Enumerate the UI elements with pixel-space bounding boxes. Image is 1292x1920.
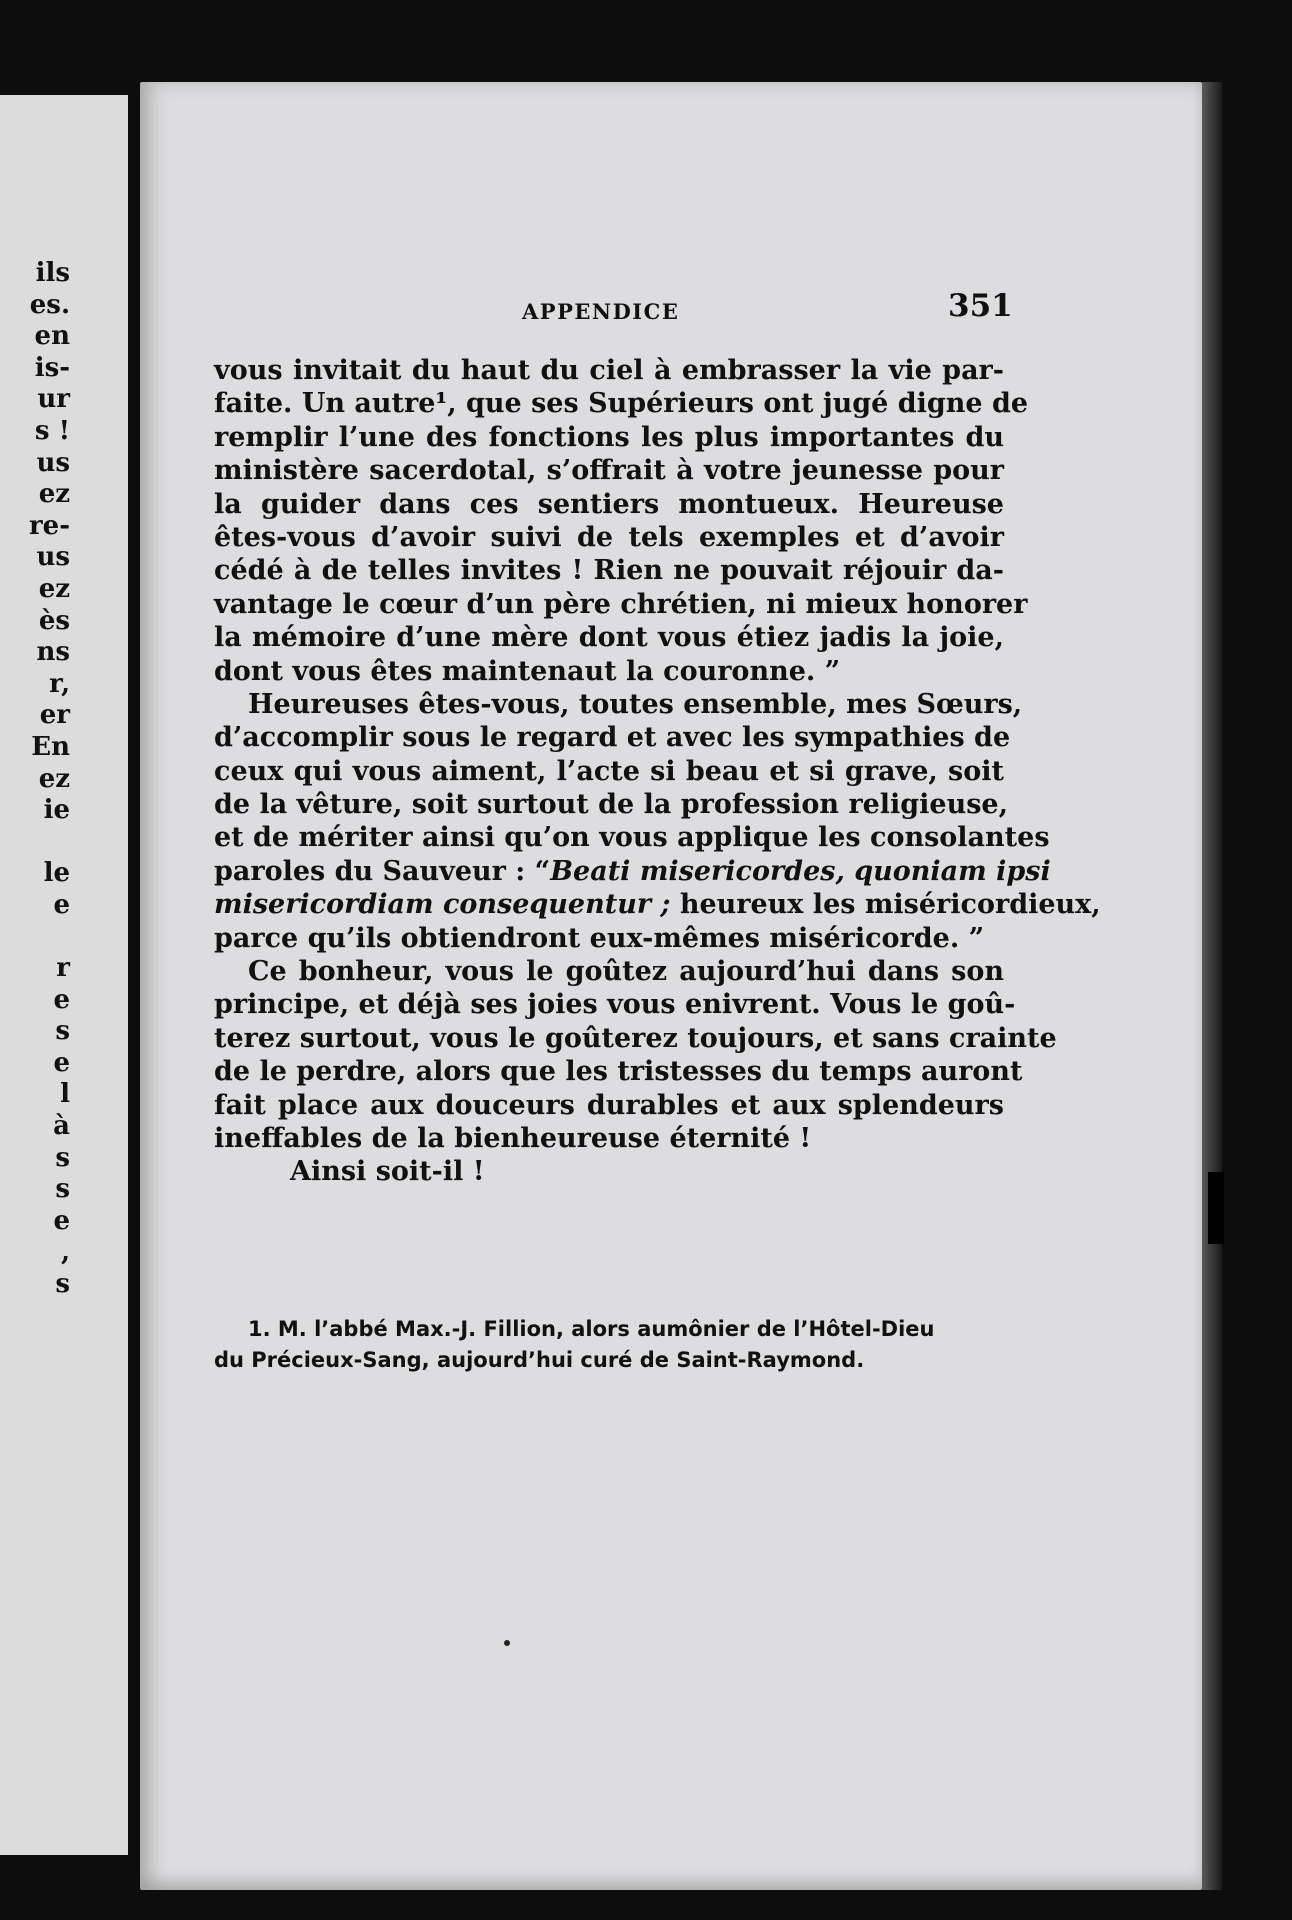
footnote-line: 1. M. l’abbé Max.-J. Fillion, alors aumônier de l’Hôtel-Dieu	[248, 1317, 935, 1341]
text-line: la mémoire d’une mère dont vous étiez jadis la joie,	[214, 622, 1004, 654]
left-line: ils	[35, 258, 70, 288]
text-line: de la vêture, soit surtout de la profession religieuse,	[214, 789, 1009, 821]
left-line: is-	[34, 352, 70, 383]
left-line	[0, 921, 70, 953]
text-line: parce qu’ils obtiendront eux-mêmes miséricorde. ”	[214, 922, 985, 954]
left-line: l	[60, 1079, 70, 1110]
footnote	[214, 1314, 1014, 1376]
text-line: remplir l’une des fonctions les plus importantes du	[214, 421, 1004, 453]
left-line: s	[55, 1269, 70, 1299]
left-line: e	[53, 1205, 70, 1236]
text-line: faite. Un autre¹, que ses Supérieurs ont jugé digne de	[214, 388, 1029, 420]
left-page-text	[0, 258, 70, 1301]
running-head: APPENDICE	[522, 299, 680, 324]
left-line: er	[39, 700, 70, 731]
left-line: s	[55, 1142, 70, 1173]
left-line: s	[55, 1016, 70, 1047]
page-edge	[1202, 82, 1222, 1890]
left-line: us	[36, 447, 70, 478]
left-line: ès	[38, 605, 70, 636]
left-line: ns	[36, 637, 70, 668]
left-line: e	[53, 984, 70, 1015]
text-line: Heureuses êtes-vous, toutes ensemble, mes Sœurs,	[248, 688, 1023, 720]
text-line: terez surtout, vous le goûterez toujours, et sans crainte	[214, 1022, 1057, 1054]
left-line	[0, 827, 70, 859]
footnote-line: du Précieux-Sang, aujourd’hui curé de Saint-Raymond.	[214, 1348, 865, 1372]
text-line-misericordiam	[214, 888, 1101, 921]
left-line: ,	[60, 1237, 70, 1268]
left-line: à	[53, 1111, 70, 1142]
text-line: vous invitait du haut du ciel à embrasser la vie par-	[214, 355, 1004, 386]
left-line: r	[56, 953, 70, 984]
left-line: ie	[43, 795, 70, 826]
text-line: fait place aux douceurs durables et aux splendeurs	[214, 1089, 1004, 1121]
text-line-paroles	[214, 855, 1051, 888]
left-line: r,	[49, 668, 70, 699]
latin-quote: Beati misericordes, quoniam ipsi	[550, 855, 1051, 887]
text-line: êtes-vous d’avoir suivi de tels exemples et d’avoir	[214, 521, 1004, 553]
left-line: ez	[38, 573, 70, 604]
left-line: re-	[28, 510, 70, 541]
text-segment: paroles du Sauveur : “	[214, 855, 551, 887]
text-line: ceux qui vous aiment, l’acte si beau et si grave, soit	[214, 755, 1004, 787]
book-page	[140, 82, 1202, 1890]
left-line: ur	[37, 384, 70, 415]
page-edge-mark	[1208, 1172, 1224, 1244]
text-line: ineffables de la bienheureuse éternité !	[214, 1122, 812, 1154]
text-line: Ce bonheur, vous le goûtez aujourd’hui dans son	[248, 956, 1004, 988]
latin-quote: misericordiam consequentur ;	[214, 889, 671, 921]
left-line: s	[55, 1174, 70, 1205]
text-line: d’accomplir sous le regard et avec les sympathies de	[214, 722, 1011, 754]
left-line: en	[34, 321, 70, 352]
body-text	[214, 354, 1101, 1189]
left-line: e	[53, 889, 70, 920]
left-line: ez	[38, 479, 70, 510]
left-line: En	[31, 731, 70, 762]
closing-line: Ainsi soit-il !	[290, 1156, 485, 1188]
text-line: et de mériter ainsi qu’on vous applique les consolantes	[214, 822, 1050, 854]
left-line: es.	[29, 289, 70, 320]
text-segment: heureux les miséricordieux,	[670, 889, 1101, 921]
page-number: 351	[948, 288, 1013, 324]
left-line: e	[53, 1047, 70, 1078]
left-line: ez	[38, 763, 70, 794]
text-line: vantage le cœur d’un père chrétien, ni mieux honorer	[214, 588, 1028, 620]
ink-speck	[504, 1640, 510, 1646]
left-line: le	[43, 858, 70, 889]
left-line: s !	[34, 415, 70, 446]
text-line: de le perdre, alors que les tristesses du temps auront	[214, 1056, 1023, 1088]
text-line: cédé à de telles invites ! Rien ne pouvait réjouir da-	[214, 555, 1004, 587]
text-line: la guider dans ces sentiers montueux. Heureuse	[214, 488, 1004, 520]
text-line: principe, et déjà ses joies vous enivrent. Vous le goû-	[214, 989, 1016, 1021]
text-line: dont vous êtes maintenaut la couronne. ”	[214, 655, 841, 687]
left-line: us	[36, 542, 70, 573]
text-line: ministère sacerdotal, s’offrait à votre jeunesse pour	[214, 455, 1004, 487]
